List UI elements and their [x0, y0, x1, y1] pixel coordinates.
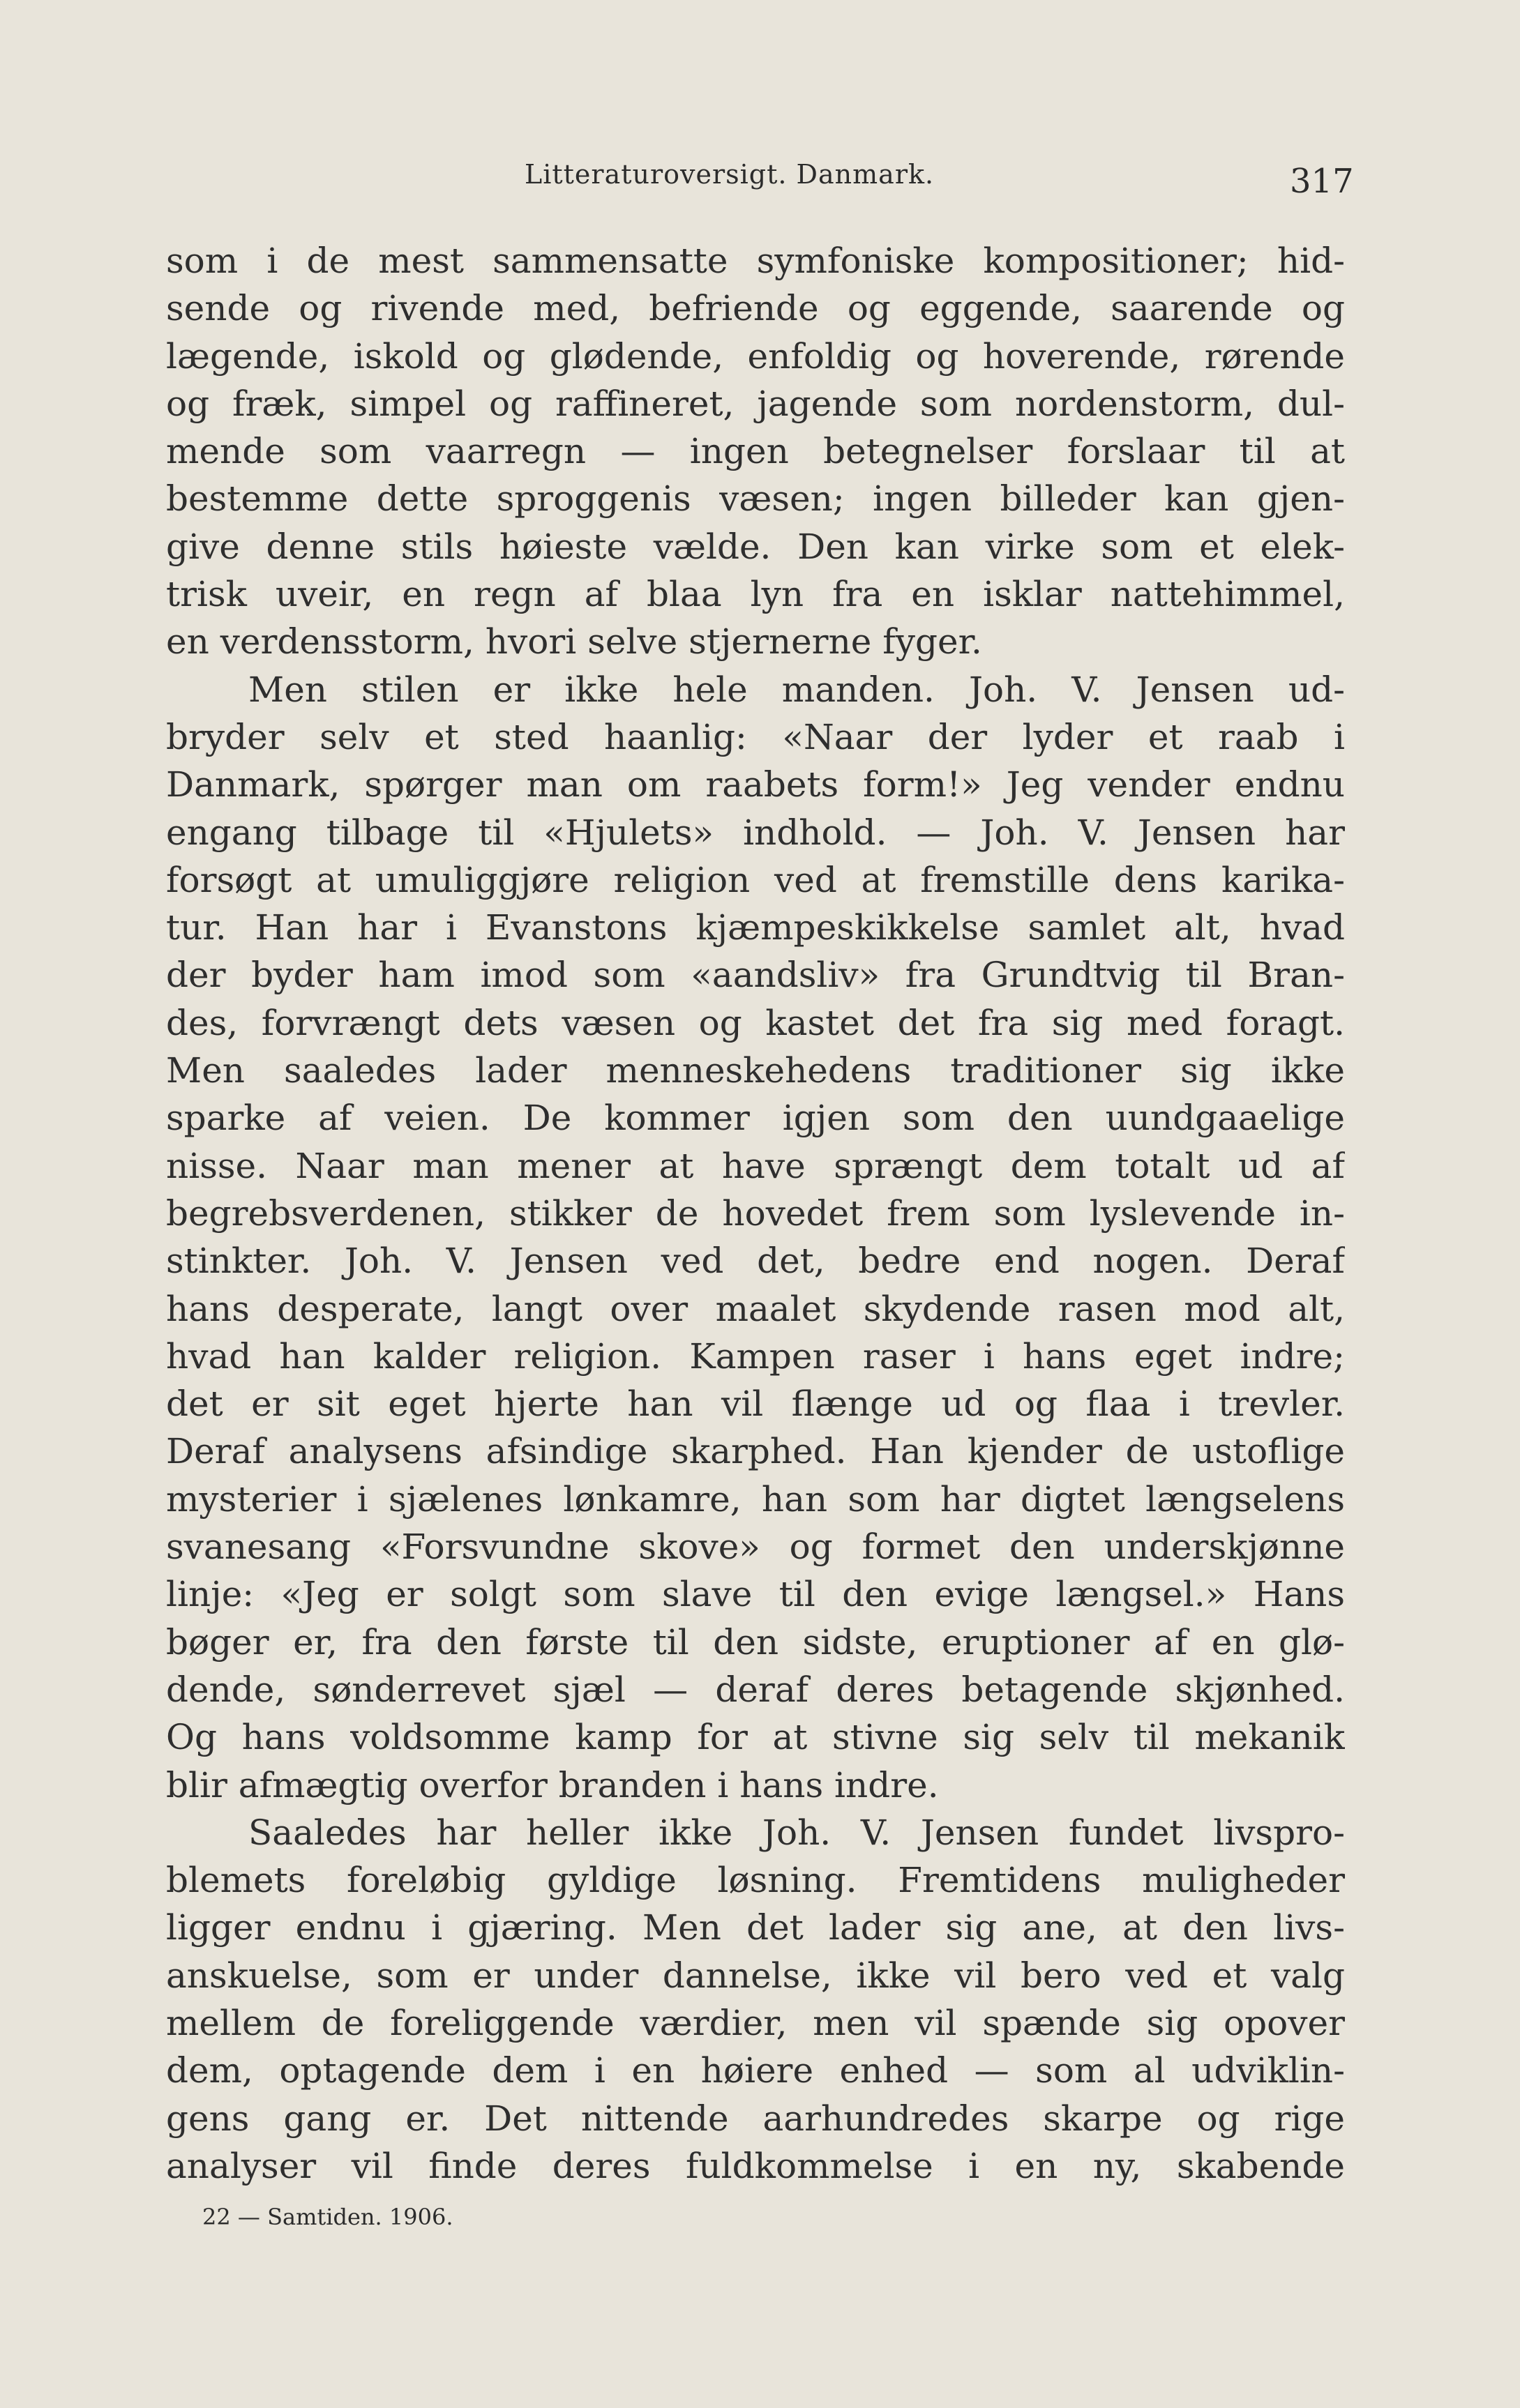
text-line: lægende, iskold og glødende, enfoldig og hoverende, rørende: [166, 335, 1345, 377]
text-line: svanesang «Forsvundne skove» og formet den underskjønne: [166, 1527, 1345, 1568]
text-line: sparke af veien. De kommer igjen som den uundgaaelige: [166, 1098, 1345, 1139]
text-line: det er sit eget hjerte han vil flænge ud og flaa i trevler.: [166, 1384, 1345, 1425]
text-line: analyser vil finde deres fuldkommelse i en ny, skabende: [166, 2145, 1345, 2186]
text-line: blir afmægtig overfor branden i hans indre.: [166, 1764, 939, 1805]
text-line: mysterier i sjælenes lønkamre, han som har digtet længselens: [166, 1478, 1345, 1520]
text-line: hvad han kalder religion. Kampen raser i hans eget indre;: [166, 1335, 1345, 1377]
text-line: bryder selv et sted haanlig: «Naar der lyder et raab i: [166, 716, 1345, 757]
text-line: og fræk, simpel og raffineret, jagende som nordenstorm, dul-: [166, 383, 1345, 424]
text-line: Danmark, spørger man om raabets form!» Jeg vender endnu: [166, 764, 1345, 805]
text-line: Men stilen er ikke hele manden. Joh. V. Jensen ud-: [248, 669, 1345, 710]
text-line: bøger er, fra den første til den sidste, eruptioner af en glø-: [166, 1621, 1345, 1663]
text-line: Deraf analysens afsindige skarphed. Han kjender de ustoflige: [166, 1431, 1345, 1472]
text-line: bestemme dette sproggenis væsen; ingen billeder kan gjen-: [166, 478, 1345, 520]
text-line: Men saaledes lader menneskehedens traditioner sig ikke: [166, 1050, 1345, 1091]
text-line: give denne stils høieste vælde. Den kan virke som et elek-: [166, 526, 1345, 567]
text-line: tur. Han har i Evanstons kjæmpeskikkelse samlet alt, hvad: [166, 907, 1345, 948]
text-line: dende, sønderrevet sjæl — deraf deres betagende skjønhed.: [166, 1669, 1345, 1710]
text-line: linje: «Jeg er solgt som slave til den evige længsel.» Hans: [166, 1574, 1345, 1615]
text-line: ligger endnu i gjæring. Men det lader sig ane, at den livs-: [166, 1907, 1345, 1948]
text-line: mende som vaarregn — ingen betegnelser forslaar til at: [166, 431, 1345, 472]
text-line: nisse. Naar man mener at have sprængt dem totalt ud af: [166, 1145, 1345, 1186]
printer-signature: 22 — Samtiden. 1906.: [202, 2204, 453, 2230]
text-line: hans desperate, langt over maalet skydende rasen mod alt,: [166, 1288, 1345, 1329]
page-number: 317: [1290, 162, 1354, 201]
text-line: begrebsverdenen, stikker de hovedet frem som lyslevende in-: [166, 1192, 1345, 1234]
text-line: blemets foreløbig gyldige løsning. Fremtidens muligheder: [166, 1860, 1345, 1901]
body-text: [166, 237, 1345, 2190]
text-line: mellem de foreliggende værdier, men vil spænde sig opover: [166, 2002, 1345, 2043]
text-line: engang tilbage til «Hjulets» indhold. — Joh. V. Jensen har: [166, 812, 1345, 853]
text-line: som i de mest sammensatte symfoniske kompositioner; hid-: [166, 241, 1345, 281]
text-line: stinkter. Joh. V. Jensen ved det, bedre end nogen. Deraf: [166, 1241, 1345, 1282]
text-line: der byder ham imod som «aandsliv» fra Grundtvig til Bran-: [166, 955, 1345, 996]
text-line: des, forvrængt dets væsen og kastet det fra sig med foragt.: [166, 1002, 1345, 1043]
running-head: Litteraturoversigt. Danmark.: [525, 159, 935, 190]
text-line: dem, optagende dem i en høiere enhed — som al udviklin-: [166, 2050, 1345, 2091]
text-line: forsøgt at umuliggjøre religion ved at fremstille dens karika-: [166, 859, 1345, 900]
text-line: Saaledes har heller ikke Joh. V. Jensen fundet livspro-: [248, 1812, 1345, 1853]
text-line: gens gang er. Det nittende aarhundredes skarpe og rige: [166, 2098, 1345, 2139]
text-line: trisk uveir, en regn af blaa lyn fra en isklar nattehimmel,: [166, 574, 1345, 615]
text-line: sende og rivende med, befriende og eggende, saarende og: [166, 288, 1345, 329]
text-line: Og hans voldsomme kamp for at stivne sig selv til mekanik: [166, 1717, 1345, 1758]
text-line: en verdensstorm, hvori selve stjernerne fyger.: [166, 621, 982, 662]
text-line: anskuelse, som er under dannelse, ikke vil bero ved et valg: [166, 1955, 1345, 1996]
